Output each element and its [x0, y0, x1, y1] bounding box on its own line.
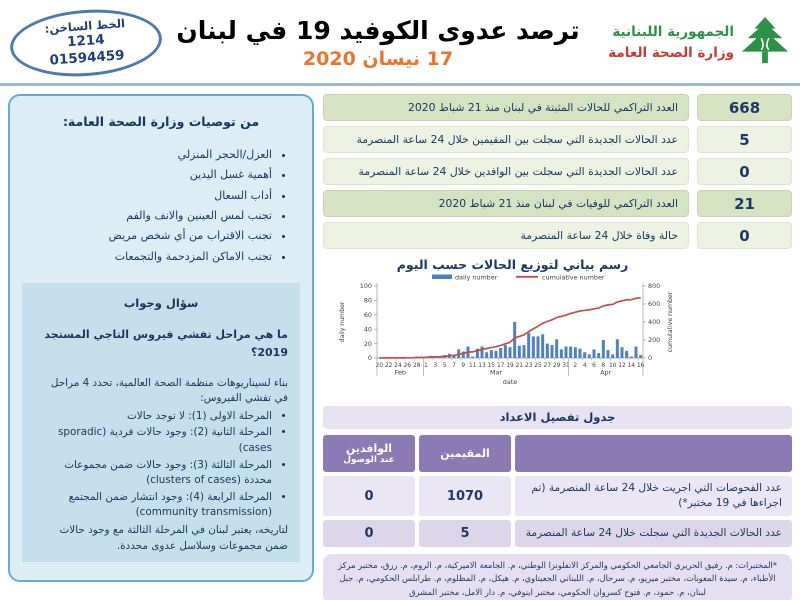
svg-text:20: 20 — [375, 363, 384, 369]
stats-panel — [323, 94, 792, 249]
svg-text:8: 8 — [601, 363, 606, 369]
qa-stage-item: • المرحلة الرابعة (4): وجود انتشار ضمن المجتمع (community transmission) — [34, 490, 272, 521]
stat-row-cumulative-deaths — [323, 190, 792, 217]
details-table — [323, 435, 792, 547]
svg-text:13: 13 — [478, 363, 486, 369]
stat-row-cumulative-cases — [323, 94, 792, 121]
qa-stage-item: • المرحلة الثالثة (3): وجود حالات ضمن مجموعات محددة (clusters of cases) — [34, 458, 272, 489]
svg-text:80: 80 — [363, 296, 372, 305]
details-row-tests — [323, 476, 792, 516]
svg-text:15: 15 — [487, 363, 496, 369]
svg-text:0: 0 — [367, 354, 372, 363]
svg-text:24: 24 — [394, 363, 402, 369]
svg-text:23: 23 — [524, 363, 533, 369]
details-row-residents-value: 1070 — [419, 476, 511, 516]
svg-text:21: 21 — [515, 363, 524, 369]
ministry-logo — [594, 15, 790, 71]
recommendation-item: • العزل/الحجر المنزلي — [22, 145, 272, 165]
svg-text:25: 25 — [534, 363, 542, 369]
svg-text:Feb: Feb — [394, 368, 406, 377]
recommendations-panel — [8, 94, 314, 582]
svg-text:5: 5 — [442, 363, 447, 369]
svg-text:28: 28 — [412, 363, 421, 369]
svg-text:4: 4 — [582, 363, 587, 369]
svg-text:29: 29 — [552, 363, 561, 369]
details-header-empty — [515, 435, 792, 472]
main-content — [0, 86, 800, 600]
svg-text:31: 31 — [562, 363, 570, 369]
svg-text:14: 14 — [627, 363, 636, 369]
header — [0, 0, 800, 86]
stat-value: 5 — [697, 126, 792, 153]
stat-label: حالة وفاة خلال 24 ساعة المنصرمة — [323, 222, 689, 249]
details-row-label: عدد الفحوصات التي اجريت خلال 24 ساعة المنصرمة (تم اجراءها في 19 مختبر*) — [515, 476, 792, 516]
title-block — [162, 16, 594, 70]
qa-title: سؤال وجواب — [123, 296, 199, 311]
svg-text:daily number: daily number — [339, 301, 346, 343]
ministry-name: وزارة الصحة العامة — [608, 44, 734, 61]
svg-text:40: 40 — [363, 325, 372, 334]
qa-question: ما هي مراحل تفشي فيروس التاجي المستجد 2019؟ — [44, 328, 288, 359]
details-header-row — [323, 435, 792, 472]
recommendation-item: • أهمية غسل اليدين — [22, 165, 272, 185]
details-row-new-cases — [323, 520, 792, 547]
svg-text:600: 600 — [648, 300, 661, 309]
stat-label: عدد الحالات الجديدة التي سجلت بين المقيمين خلال 24 ساعة المنصرمة — [323, 126, 689, 153]
recommendation-item: • تجنب الاقتراب من أي شخص مريض — [22, 226, 272, 246]
ministry-logo-text — [608, 22, 734, 63]
hotline-number-2: 01594459 — [49, 47, 126, 69]
svg-text:11: 11 — [468, 363, 477, 369]
details-row-arrivals-value: 0 — [323, 520, 415, 547]
svg-text:3: 3 — [433, 363, 438, 369]
recommendation-item: • تجنب الاماكن المزدحمة والتجمعات — [22, 247, 272, 267]
recommendations-title: من توصيات وزارة الصحة العامة: — [62, 114, 260, 129]
svg-text:daily number: daily number — [455, 273, 498, 282]
svg-text:100: 100 — [359, 282, 372, 291]
svg-text:800: 800 — [648, 282, 661, 291]
question-answer-box — [22, 283, 300, 562]
hotline-number-1: 1214 — [66, 31, 106, 51]
recommendation-item: • تجنب لمس العينين والانف والفم — [22, 206, 272, 226]
details-row-label: عدد الحالات الجديدة التي سجلت خلال 24 ساعة المنصرمة — [515, 520, 792, 547]
svg-text:2: 2 — [573, 363, 578, 369]
qa-stage-item: • المرحلة الثانية (2): وجود حالات فردية (sporadic cases) — [34, 425, 272, 456]
svg-text:9: 9 — [461, 363, 466, 369]
stat-label: عدد الحالات الجديدة التي سجلت بين الوافدين خلال 24 ساعة المنصرمة — [323, 158, 689, 185]
qa-stage-item: • المرحلة الاولى (1): لا توجد حالات — [34, 409, 272, 425]
cedar-tree-icon — [740, 15, 790, 71]
details-table-title: جدول تفصيل الاعداد — [323, 406, 792, 429]
statistics-column — [323, 94, 792, 600]
stat-value: 0 — [697, 158, 792, 185]
svg-text:22: 22 — [384, 363, 393, 369]
arrivals-header-line1: الوافدين — [345, 442, 393, 455]
stat-label: العدد التراكمي للوفيات في لبنان منذ 21 شباط 2020 — [323, 190, 689, 217]
stat-row-new-deaths — [323, 222, 792, 249]
page-title: ترصد عدوى الكوفيد 19 في لبنان — [176, 15, 580, 45]
qa-stage-list — [34, 409, 288, 521]
details-row-arrivals-value: 0 — [323, 476, 415, 516]
arrivals-header-line2: عند الوصول — [343, 455, 395, 465]
svg-text:16: 16 — [636, 363, 645, 369]
svg-text:20: 20 — [363, 339, 372, 348]
svg-text:1: 1 — [424, 363, 428, 369]
svg-text:17: 17 — [496, 363, 505, 369]
stat-value: 668 — [697, 94, 792, 121]
chart-title: رسم بياني لتوزيع الحالات حسب اليوم — [396, 257, 629, 272]
stat-label: العدد التراكمي للحالات المثبتة في لبنان منذ 21 شباط 2020 — [323, 94, 689, 121]
qa-intro: بناء لسيناريوهات منظمة الصحة العالمية، تحدد 4 مراحل في تفشي الفيروس: — [50, 376, 288, 405]
svg-text:cumulative number: cumulative number — [542, 273, 605, 282]
svg-text:26: 26 — [403, 363, 412, 369]
svg-text:200: 200 — [648, 336, 661, 345]
labs-footnote: *المختبرات: م. رفيق الحريري الجامعي الحكومي والمركز الانفلونزا الوطني، م. الجامعة الاميركية، م. الروم، م. رزق، مختبر مركز الأطباء، م. سيدة المعونات، مختبر ميريو، م. سرحال، م. اللبناني الجعيتاوي، م. هيكل، م. المظلوم، م. طرابلس الحكومي، م. جبل لبنان، م. حمود، م. فتوح كسروان الحكومي، مختبر اينوفي، م. دار الامل، مختبر المشرق — [323, 554, 792, 600]
svg-text:date: date — [502, 378, 518, 386]
details-header-arrivals — [323, 435, 415, 472]
svg-text:0: 0 — [648, 354, 653, 363]
hotline-label: الخط الساخن: — [44, 15, 126, 36]
svg-text:400: 400 — [648, 318, 661, 327]
details-header-residents: المقيمين — [419, 435, 511, 472]
stat-row-new-arrival-cases — [323, 158, 792, 185]
svg-text:60: 60 — [363, 311, 372, 319]
stat-value: 21 — [697, 190, 792, 217]
report-date: 17 نيسان 2020 — [302, 47, 454, 70]
svg-text:Apr: Apr — [600, 368, 612, 377]
recommendations-list — [22, 145, 300, 267]
republic-name: الجمهورية اللبنانية — [612, 24, 734, 41]
hotline-badge — [8, 4, 164, 80]
svg-text:27: 27 — [543, 363, 552, 369]
qa-conclusion: لتاريخه، يعتبر لبنان في المرحلة الثالثة مع وجود حالات ضمن مجموعات وسلاسل عدوى محددة. — [59, 523, 288, 552]
svg-text:19: 19 — [506, 363, 514, 369]
stat-row-new-resident-cases — [323, 126, 792, 153]
recommendation-item: • أداب السعال — [22, 186, 272, 206]
svg-text:7: 7 — [452, 363, 456, 369]
svg-text:12: 12 — [618, 363, 626, 369]
details-row-residents-value: 5 — [419, 520, 511, 547]
svg-text:Mar: Mar — [489, 368, 503, 377]
daily-cases-chart — [335, 272, 711, 404]
svg-text:6: 6 — [592, 363, 596, 369]
svg-text:10: 10 — [608, 363, 617, 369]
svg-text:cumulative number: cumulative number — [667, 291, 674, 353]
stat-value: 0 — [697, 222, 792, 249]
